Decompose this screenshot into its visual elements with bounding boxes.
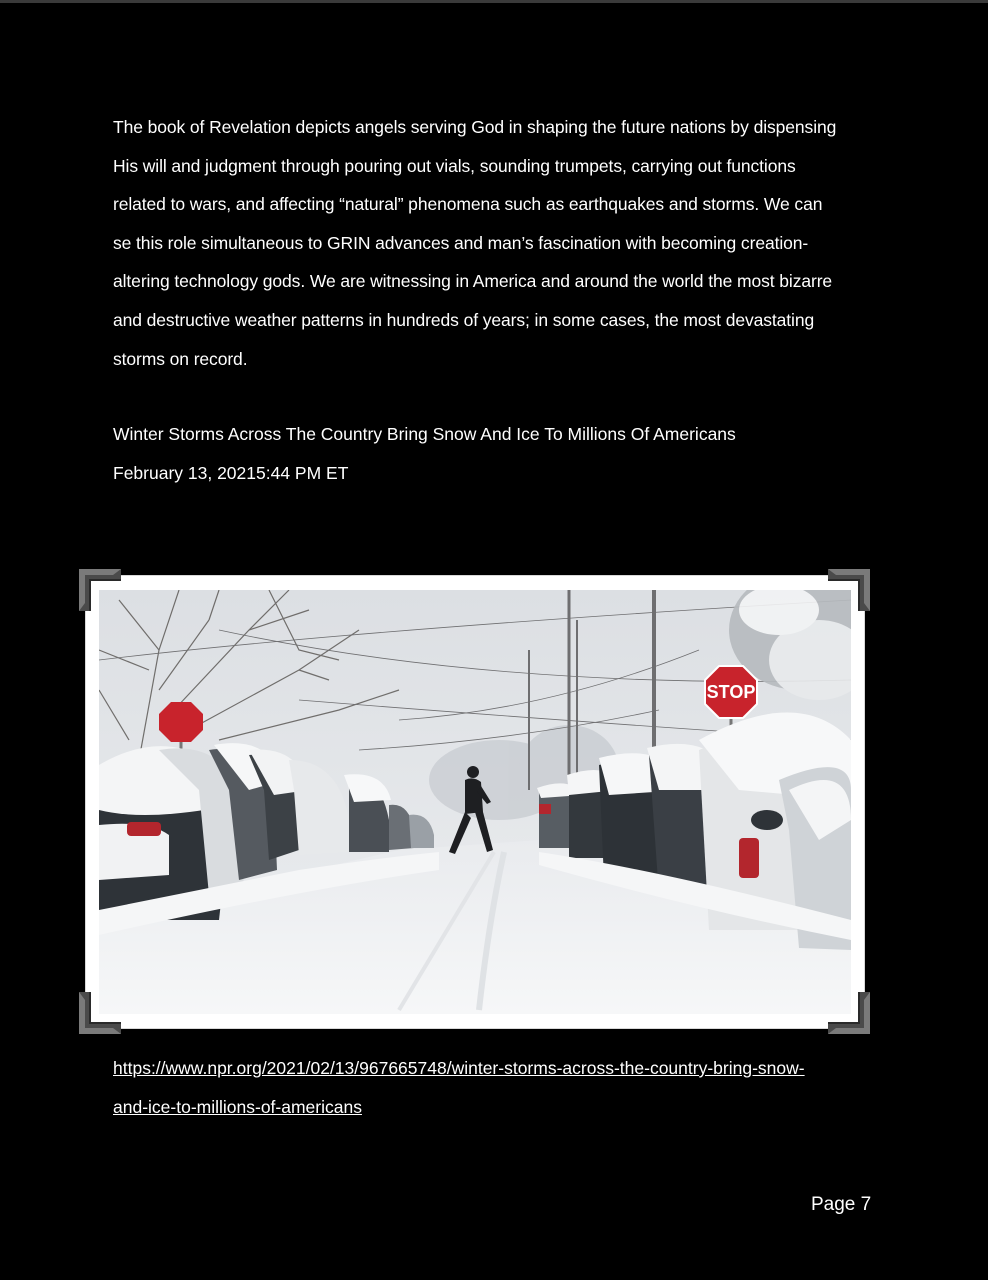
body-paragraph <box>113 108 883 378</box>
paragraph-line: related to wars, and affecting “natural” phenomena such as earthquakes and storms. We can <box>113 194 823 215</box>
article-dateline: February 13, 20215:44 PM ET <box>113 463 349 483</box>
snowy-street-photo <box>99 590 851 1014</box>
top-divider <box>0 0 988 3</box>
paragraph-line: and destructive weather patterns in hundreds of years; in some cases, the most devastating <box>113 309 815 330</box>
paragraph-line: altering technology gods. We are witnessing in America and around the world the most bizarre <box>113 271 833 292</box>
paragraph-line: storms on record. <box>113 348 248 369</box>
source-link-line[interactable]: https://www.npr.org/2021/02/13/967665748/winter-storms-across-the-country-bring-snow- <box>113 1058 805 1078</box>
photo-corner-mount-icon <box>828 569 870 611</box>
paragraph-line: The book of Revelation depicts angels serving God in shaping the future nations by dispensing <box>113 117 837 137</box>
photo-corner-mount-icon <box>79 992 121 1034</box>
source-link-line[interactable]: and-ice-to-millions-of-americans <box>113 1096 362 1117</box>
photo-frame <box>86 576 864 1028</box>
article-headline: Winter Storms Across The Country Bring Snow And Ice To Millions Of Americans <box>113 424 736 444</box>
page-number: Page 7 <box>811 1194 872 1215</box>
paragraph-line: se this role simultaneous to GRIN advances and man’s fascination with becoming creation- <box>113 232 809 253</box>
photo-corner-mount-icon <box>79 569 121 611</box>
paragraph-line: His will and judgment through pouring out vials, sounding trumpets, carrying out functions <box>113 155 796 176</box>
source-link[interactable] <box>113 1049 873 1126</box>
photo-corner-mount-icon <box>828 992 870 1034</box>
stop-sign-text: STOP <box>706 682 756 702</box>
